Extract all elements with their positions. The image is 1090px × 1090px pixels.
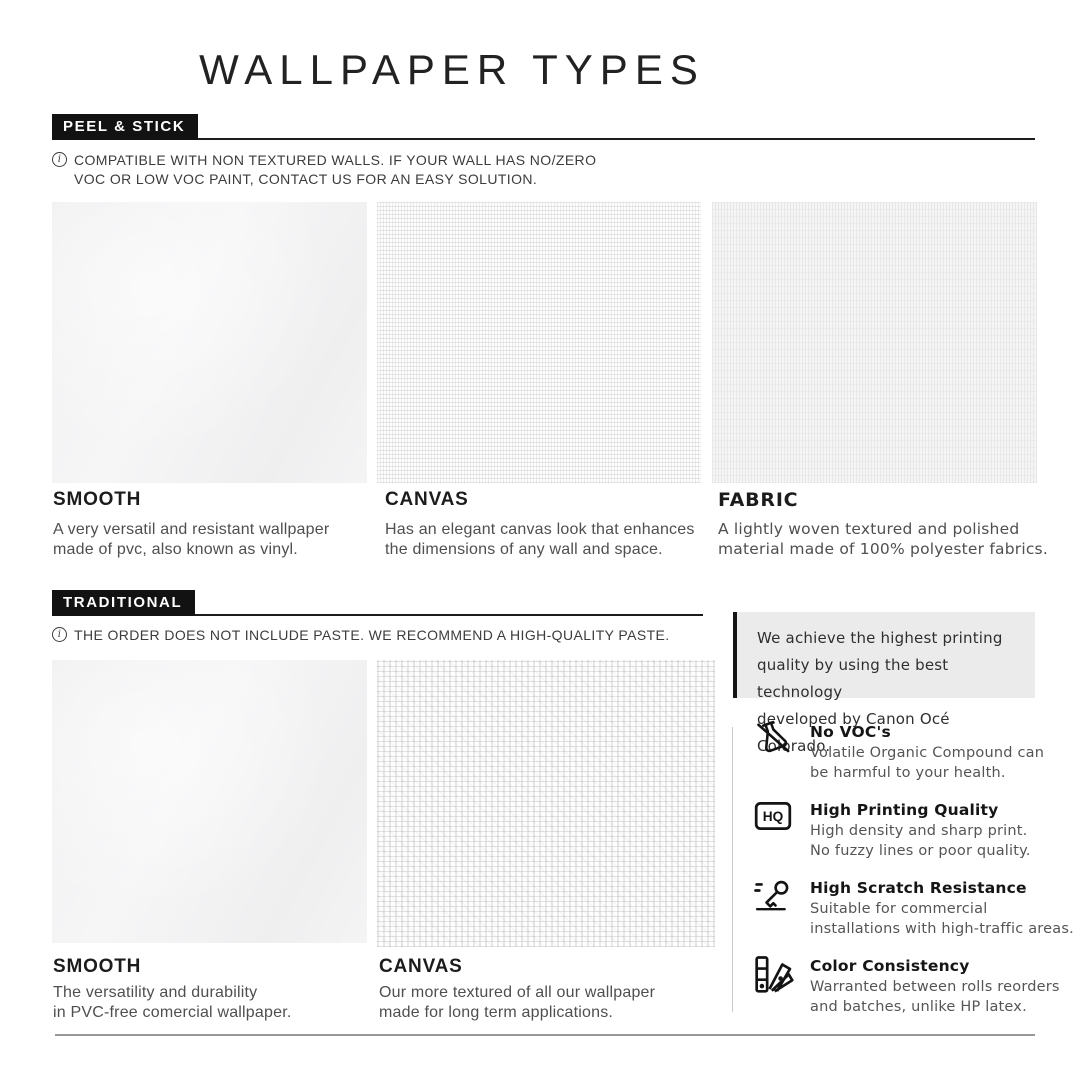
swatch-desc-fabric-1: A lightly woven textured and polished material made of 100% polyester fabrics. [718,520,1048,558]
feature-desc: Warranted between rolls reorders and batches, unlike HP latex. [810,979,1060,1015]
swatch-name-smooth-2: SMOOTH [53,956,142,977]
traditional-note [52,626,712,645]
traditional-badge: TRADITIONAL [52,590,195,616]
page-title: WALLPAPER TYPES [199,46,705,93]
hq-badge-icon [752,797,794,835]
peel-stick-rule [52,138,1035,140]
peel-stick-badge: PEEL & STICK [52,114,198,140]
swatch-name-smooth-1: SMOOTH [53,489,142,510]
hq-icon-label: HQ [762,809,784,825]
canvas-swatch-image-traditional [377,660,715,947]
info-icon: i [52,152,67,167]
feature-title: High Printing Quality [810,801,999,819]
features-divider [732,727,733,1012]
feature-desc: High density and sharp print. No fuzzy lines or poor quality. [810,823,1031,859]
feature-desc: Suitable for commercial installations with high-traffic areas. [810,901,1074,937]
swatch-name-canvas-2: CANVAS [379,956,463,977]
fabric-swatch-image-peel-stick [712,202,1037,483]
swatch-name-fabric-1: FABRIC [718,489,799,511]
info-icon: i [52,627,67,642]
no-voc-flask-icon [752,716,794,758]
color-swatchbook-icon [752,954,794,996]
swatch-desc-canvas-1: Has an elegant canvas look that enhances the dimensions of any wall and space. [385,521,695,558]
feature-title: Color Consistency [810,957,970,975]
swatch-desc-smooth-2: The versatility and durability in PVC-free comercial wallpaper. [53,984,292,1021]
smooth-swatch-image-traditional [52,660,367,943]
swatch-desc-smooth-1: A very versatil and resistant wallpaper made of pvc, also known as vinyl. [53,521,330,558]
feature-title: High Scratch Resistance [810,879,1027,897]
traditional-note-text: THE ORDER DOES NOT INCLUDE PASTE. WE RECOMMEND A HIGH-QUALITY PASTE. [74,627,670,643]
swatch-name-canvas-1: CANVAS [385,489,469,510]
bottom-rule [55,1034,1035,1036]
feature-title: No VOC's [810,723,891,741]
smooth-swatch-image-peel-stick [52,202,367,483]
feature-desc: Volatile Organic Compound can be harmful to your health. [810,745,1045,781]
peel-stick-note-text: COMPATIBLE WITH NON TEXTURED WALLS. IF YOUR WALL HAS NO/ZERO VOC OR LOW VOC PAINT, CONTACT US FOR AN EASY SOLUTION. [74,152,597,187]
canvas-swatch-image-peel-stick [377,202,701,483]
scratch-key-icon [750,876,794,916]
swatch-desc-canvas-2: Our more textured of all our wallpaper made for long term applications. [379,984,656,1021]
peel-stick-note [52,151,692,189]
quote-box: We achieve the highest printing quality by using the best technology developed by Canon Océ Colorado. [737,612,1035,698]
